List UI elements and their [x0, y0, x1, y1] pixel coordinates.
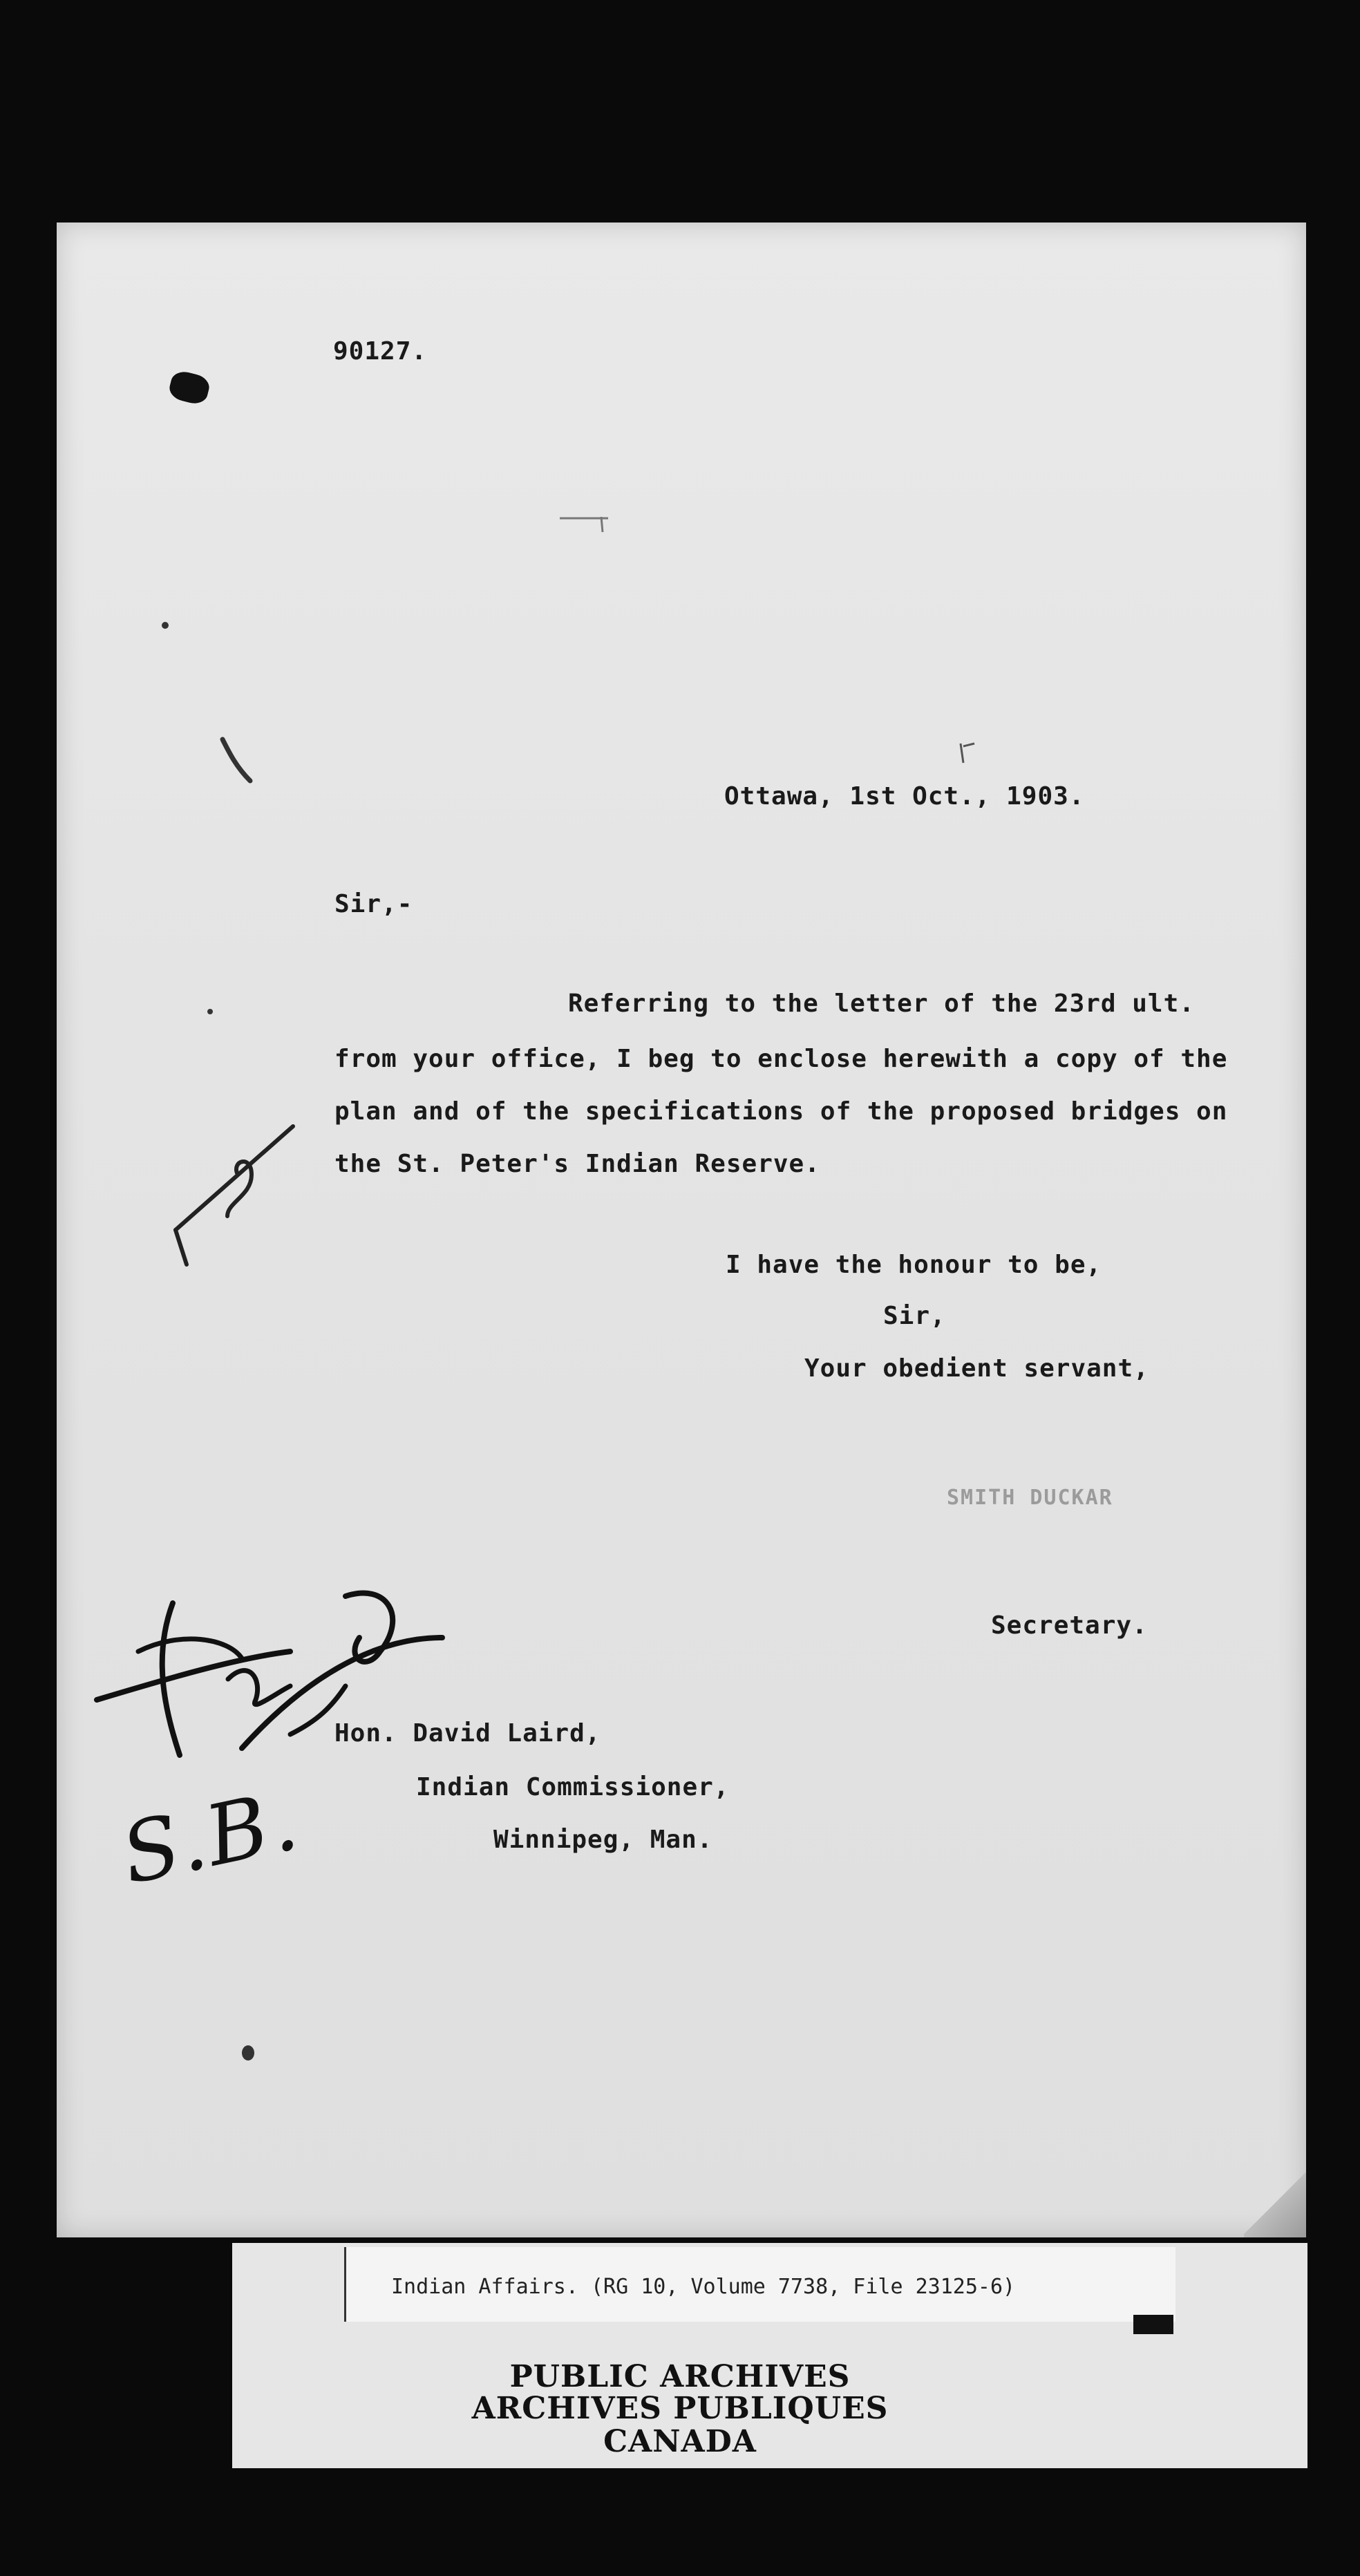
archives-line-2: ARCHIVES PUBLIQUES	[471, 2391, 889, 2426]
archive-reference: Indian Affairs. (RG 10, Volume 7738, File 23125-6)	[391, 2275, 1016, 2299]
body-line-4: the St. Peter's Indian Reserve.	[334, 1150, 820, 1178]
signature-stamp: SMITH DUCKAR	[947, 1486, 1113, 1510]
addressee-line-3: Winnipeg, Man.	[493, 1826, 713, 1854]
file-number: 90127.	[333, 337, 428, 366]
handwritten-signature	[83, 1575, 470, 1783]
closing-line-1: I have the honour to be,	[726, 1251, 1102, 1279]
handwritten-check	[162, 1112, 300, 1278]
speck	[162, 622, 169, 629]
salutation: Sir,-	[334, 890, 413, 918]
archives-line-1: PUBLIC ARCHIVES	[509, 2359, 851, 2394]
handwritten-initials: S.B.	[113, 1772, 309, 1904]
archives-line-3: CANADA	[603, 2424, 757, 2459]
addressee-line-2: Indian Commissioner,	[416, 1773, 730, 1801]
speck	[207, 1009, 213, 1014]
page-corner-fold	[1244, 2168, 1306, 2237]
margin-stroke	[216, 732, 257, 788]
body-line-2: from your office, I beg to enclose herewith a copy of the	[334, 1045, 1228, 1073]
reference-strip-tab	[1133, 2315, 1173, 2334]
addressee-line-1: Hon. David Laird,	[334, 1719, 601, 1748]
closing-line-2: Sir,	[883, 1302, 946, 1330]
body-line-3: plan and of the specifications of the proposed bridges on	[334, 1097, 1228, 1126]
body-line-1: Referring to the letter of the 23rd ult.	[568, 989, 1195, 1018]
closing-line-3: Your obedient servant,	[804, 1354, 1149, 1383]
speck	[242, 2045, 254, 2061]
signature-title: Secretary.	[991, 1611, 1148, 1640]
date-line: Ottawa, 1st Oct., 1903.	[724, 782, 1085, 811]
pencil-mark	[553, 498, 636, 539]
tick-mark	[954, 739, 981, 767]
